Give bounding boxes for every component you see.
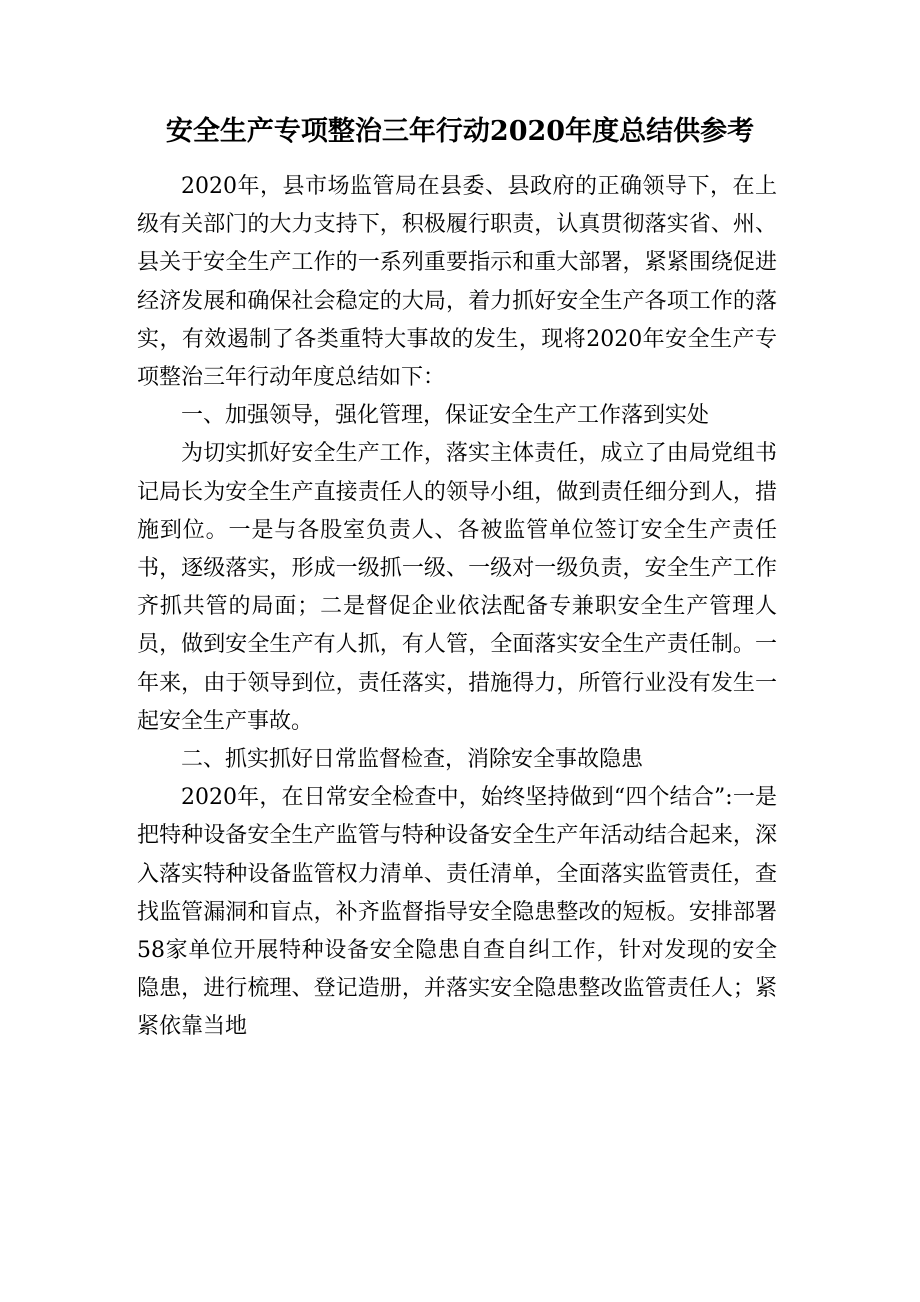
section-heading-2: 二、抓实抓好日常监督检查，消除安全事故隐患 [181, 747, 644, 773]
section-heading-1: 一、加强领导，强化管理，保证安全生产工作落到实处 [181, 403, 710, 429]
document-title: 安全生产专项整治三年行动2020年度总结供参考 [165, 116, 755, 147]
paragraph-section-1: 为切实抓好安全生产工作，落实主体责任，成立了由局党组书记局长为安全生产直接责任人的领导小组，做到责任细分到人，措施到位。一是与各股室负责人、各被监管单位签订安全生产责任书，逐级落实，形成一级抓一级、一级对一级负责，安全生产工作齐抓共管的局面；二是督促企业依法配备专兼职安全生产管理人员，做到安全生产有人抓，有人管，全面落实安全生产责任制。一年来，由于领导到位，责任落实，措施得力，所管行业没有发生一起安全生产事故。 [137, 441, 777, 734]
document-body [137, 168, 777, 1047]
paragraph-section-2: 2020年，在日常安全检查中，始终坚持做到“四个结合”:一是把特种设备安全生产监管与特种设备安全生产年活动结合起来，深入落实特种设备监管权力清单、责任清单，全面落实监管责任，查找监管漏洞和盲点，补齐监督指导安全隐患整改的短板。安排部署58家单位开展特种设备安全隐患自查自纠工作，针对发现的安全隐患，进行梳理、登记造册，并落实安全隐患整改监管责任人；紧紧依靠当地 [137, 785, 777, 1040]
paragraph-intro: 2020年，县市场监管局在县委、县政府的正确领导下，在上级有关部门的大力支持下，积极履行职责，认真贯彻落实省、州、县关于安全生产工作的一系列重要指示和重大部署，紧紧围绕促进经济发展和确保社会稳定的大局，着力抓好安全生产各项工作的落实，有效遏制了各类重特大事故的发生，现将2020年安全生产专项整治三年行动年度总结如下： [137, 174, 777, 391]
